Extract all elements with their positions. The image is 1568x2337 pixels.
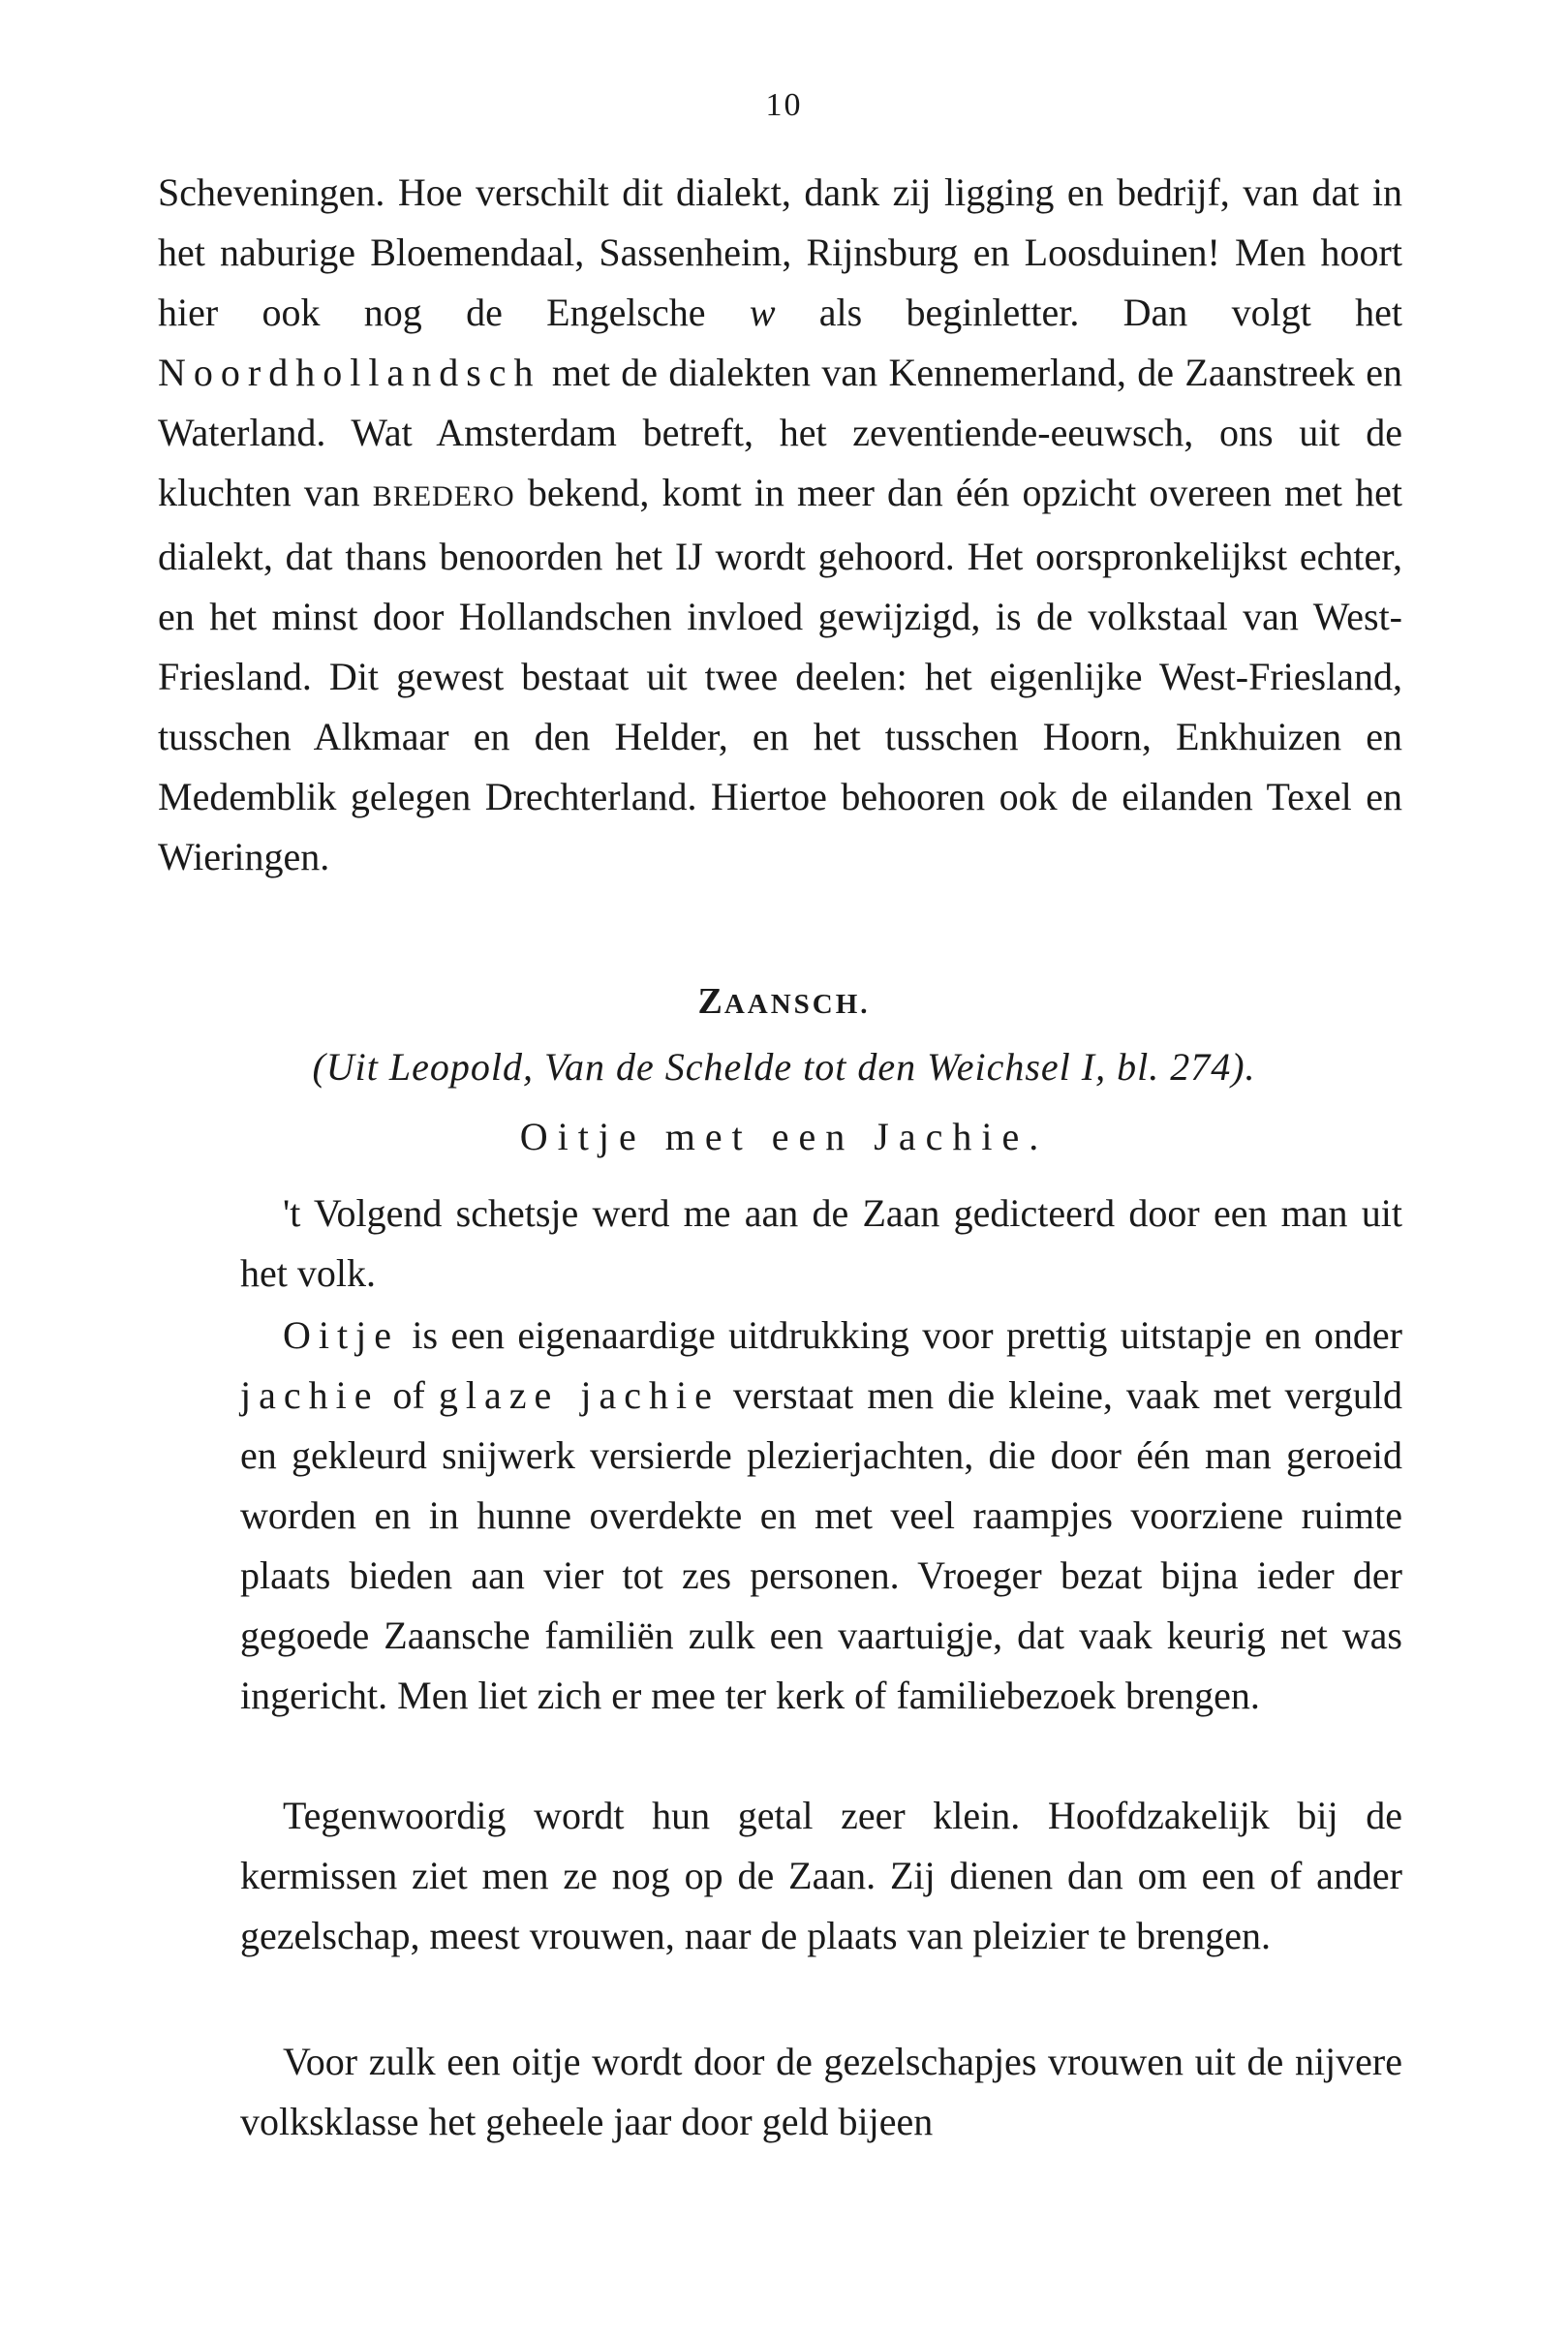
section-heading	[0, 980, 1568, 1023]
glaze-jachie-term: glaze jachie	[438, 1373, 720, 1417]
source-citation: (Uit Leopold, Van de Schelde tot den Weichsel I, bl. 274).	[312, 1045, 1256, 1089]
paragraph-1	[240, 1184, 1402, 1304]
paragraph-4-text: Voor zulk een oitje wordt door de gezelschapjes vrouwen uit de nijvere volksklasse het geheele jaar door geld bijeen	[240, 2040, 1402, 2143]
paragraph-2-text-a: is een eigenaardige uitdrukking voor prettig uitstapje en onder	[398, 1313, 1402, 1357]
section-heading-initial: Z	[697, 981, 724, 1022]
section-heading-rest: AANSCH.	[723, 989, 871, 1020]
noordhollandsch-term: Noordhollandsch	[158, 351, 541, 394]
page-number: 10	[765, 87, 803, 123]
story-title: Oitje met een Jachie.	[519, 1115, 1049, 1158]
paragraph-4	[240, 2032, 1402, 2152]
oitje-term: Oitje	[283, 1313, 399, 1357]
intro-text-1: Scheveningen. Hoe verschilt dit dialekt, dank zij ligging en bedrijf, van dat in het naburige Bloemendaal, Sassenheim, Rijnsburg en Loosduinen! Men hoort hier ook nog de Engelsche	[158, 170, 1402, 334]
paragraph-2-of: of	[379, 1373, 439, 1417]
jachie-term: jachie	[240, 1373, 380, 1417]
paragraph-2	[240, 1306, 1402, 1726]
intro-text-4: bekend, komt in meer dan één opzicht overeen met het dialekt, dat thans benoorden het IJ wordt gehoord. Het oorspronkelijkst echter, en het minst door Hollandschen invloed gewijzigd, is de volkstaal van West-Friesland. Dit gewest bestaat uit twee deelen: het eigenlijke West-Friesland, tusschen Alkmaar en den Helder, en het tusschen Hoorn, Enkhuizen en Medemblik gelegen Drechterland. Hiertoe behooren ook de eilanden Texel en Wieringen.	[158, 471, 1402, 878]
paragraph-2-body	[240, 1306, 1402, 1726]
paragraph-3	[240, 1786, 1402, 1966]
w-letter: w	[749, 291, 776, 334]
paragraph-3-text: Tegenwoordig wordt hun getal zeer klein. Hoofdzakelijk bij de kermissen ziet men ze nog op de Zaan. Zij dienen dan om een of ander gezelschap, meest vrouwen, naar de plaats van pleizier te brengen.	[240, 1794, 1402, 1957]
intro-paragraph	[158, 163, 1402, 887]
paragraph-2-text-b: verstaat men die kleine, vaak met verguld en gekleurd snijwerk versierde plezierjachten, die door één man geroeid worden en in hunne overdekte en met veel raampjes voorziene ruimte plaats bieden aan vier tot zes personen. Vroeger bezat bijna ieder der gegoede Zaansche familiën zulk een vaartuigje, dat vaak keurig net was ingericht. Men liet zich er mee ter kerk of familiebezoek brengen.	[240, 1373, 1402, 1717]
intro-text-3: met de dialekten van Kennemerland, de Zaanstreek en Waterland. Wat Amsterdam betreft, het zeventiende-eeuwsch, ons uit de kluchten van	[158, 351, 1402, 514]
bredero-name: BREDERO	[372, 480, 515, 512]
intro-text-2: als beginletter. Dan volgt het	[775, 291, 1402, 334]
paragraph-1-text: 't Volgend schetsje werd me aan de Zaan gedicteerd door een man uit het volk.	[240, 1191, 1402, 1295]
